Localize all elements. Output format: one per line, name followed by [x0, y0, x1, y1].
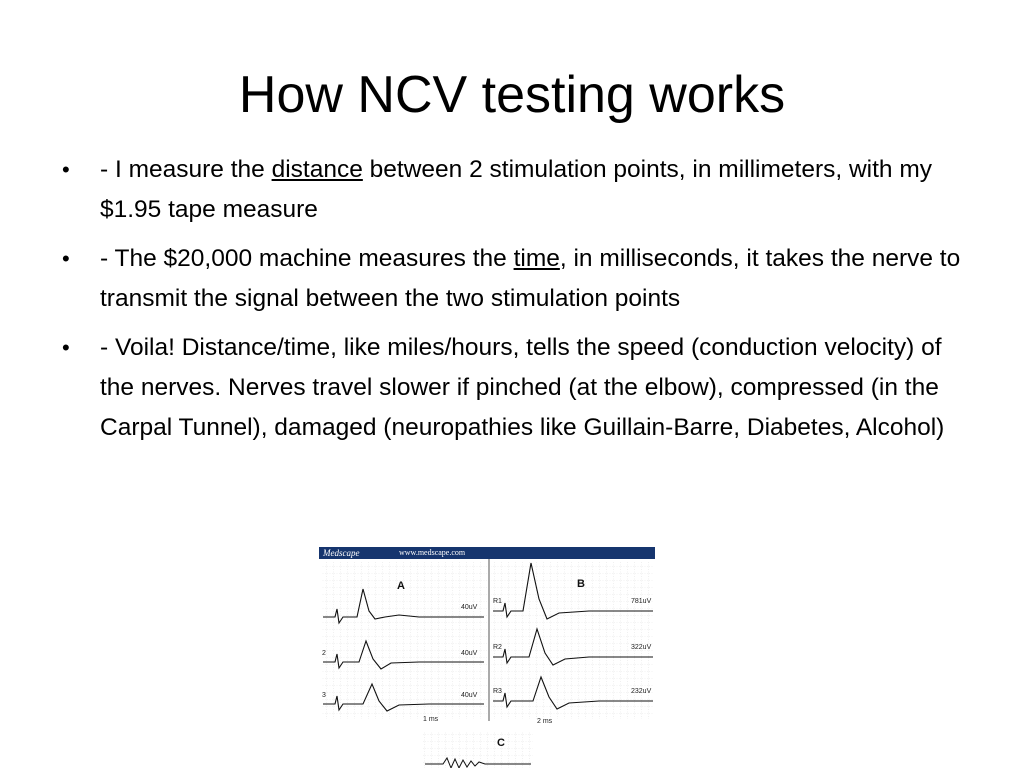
bullet-marker: •: [62, 157, 70, 182]
bullet-item-voila: [62, 328, 967, 448]
trace-label-b1: R1: [493, 598, 502, 605]
bullet-list: [62, 150, 967, 457]
emphasis-distance: distance: [271, 156, 363, 183]
bullet-item-distance: [62, 150, 967, 230]
gain-label-b3: 232uV: [631, 688, 652, 695]
panel-label-b: B: [577, 578, 585, 590]
panel-b-grid: [491, 561, 653, 719]
figure-url: www.medscape.com: [399, 548, 466, 557]
ncv-waveform-figure: [319, 547, 655, 768]
gain-label-a3: 40uV: [461, 692, 478, 699]
bullet-text: - Voila! Distance/time, like miles/hours, tells the speed (conduction velocity) of the nerves. Nerves travel slower if pinched (at the elbow), compressed (in the Carpal Tunnel), damaged (neuropathies like Guillain-Barre, Diabetes, Alcohol): [100, 334, 945, 441]
scale-label-b: 2 ms: [537, 718, 553, 725]
gain-label-b1: 781uV: [631, 598, 652, 605]
gain-label-a1: 40uV: [461, 604, 478, 611]
gain-label-a2: 40uV: [461, 650, 478, 657]
bullet-marker: •: [62, 335, 70, 360]
trace-label-b2: R2: [493, 644, 502, 651]
bullet-marker: •: [62, 246, 70, 271]
trace-label-b3: R3: [493, 688, 502, 695]
figure-body: [319, 559, 655, 768]
medscape-logo: Medscape: [323, 548, 360, 558]
gain-label-b2: 322uV: [631, 644, 652, 651]
waveform-svg: [319, 559, 655, 768]
bullet-text: - I measure the distance between 2 stimulation points, in millimeters, with my $1.95 tape measure: [100, 156, 933, 223]
panel-label-a: A: [397, 580, 405, 592]
bullet-item-time: [62, 239, 967, 319]
scale-label-a: 1 ms: [423, 716, 439, 723]
trace-label-a3: 3: [322, 692, 326, 699]
panel-label-c: C: [497, 737, 505, 749]
bullet-text: - The $20,000 machine measures the time, in milliseconds, it takes the nerve to transmit the signal between the two stimulation points: [100, 245, 961, 312]
figure-header: [319, 547, 655, 559]
trace-label-a2: 2: [322, 650, 326, 657]
emphasis-time: time: [513, 245, 560, 272]
slide-title: How NCV testing works: [238, 66, 786, 124]
